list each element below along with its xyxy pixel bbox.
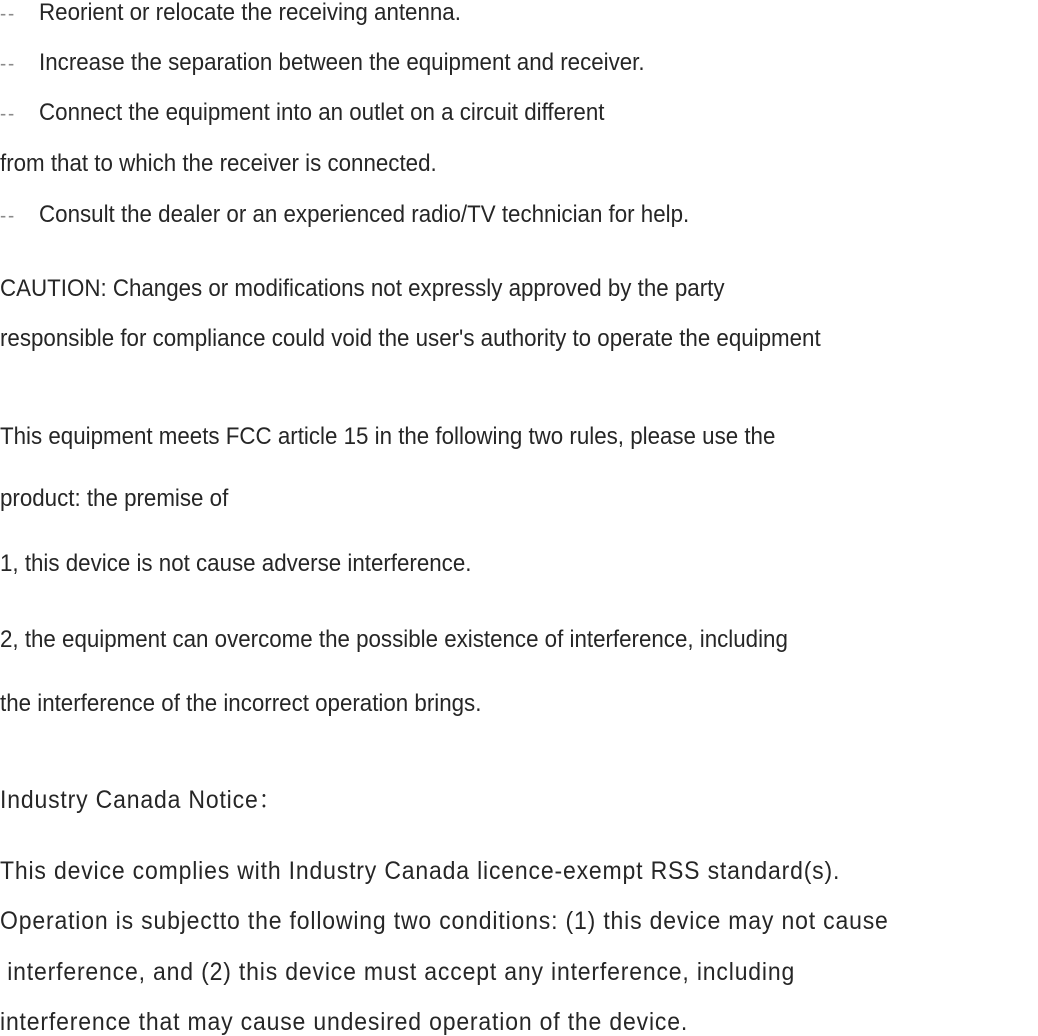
list-item-text: Consult the dealer or an experienced radio/TV technician for help.	[39, 201, 690, 228]
caution-line: CAUTION: Changes or modifications not expressly approved by the party	[0, 275, 725, 302]
list-item	[0, 101, 604, 125]
fcc-rules-line: 1, this device is not cause adverse interference.	[0, 550, 472, 577]
ic-notice-line: This device complies with Industry Canada licence-exempt RSS standard(s).	[0, 857, 841, 885]
list-item	[0, 203, 689, 227]
list-item-text: Reorient or relocate the receiving antenna.	[39, 0, 461, 26]
list-item	[0, 51, 645, 75]
dash-bullet: --	[0, 3, 17, 25]
ic-notice-line: interference, and (2) this device must accept any interference, including	[0, 958, 796, 986]
dash-bullet: --	[0, 53, 17, 75]
ic-notice-line: interference that may cause undesired operation of the device.	[0, 1008, 689, 1036]
list-item-text: Connect the equipment into an outlet on a circuit different	[39, 99, 605, 126]
dash-bullet: --	[0, 205, 17, 227]
list-item-text: Increase the separation between the equipment and receiver.	[39, 49, 645, 76]
dash-bullet: --	[0, 103, 17, 125]
ic-notice-line: Operation is subjectto the following two conditions: (1) this device may not cause	[0, 907, 889, 935]
fcc-rules-line: This equipment meets FCC article 15 in the following two rules, please use the	[0, 423, 776, 450]
fcc-rules-line: product: the premise of	[0, 485, 229, 512]
fcc-rules-line: the interference of the incorrect operation brings.	[0, 690, 482, 717]
list-item-continuation: from that to which the receiver is connected.	[0, 150, 437, 177]
caution-line: responsible for compliance could void the user's authority to operate the equipment	[0, 325, 821, 352]
ic-notice-heading: Industry Canada Notice：	[0, 786, 283, 814]
fcc-rules-line: 2, the equipment can overcome the possible existence of interference, including	[0, 626, 788, 653]
list-item	[0, 1, 461, 25]
